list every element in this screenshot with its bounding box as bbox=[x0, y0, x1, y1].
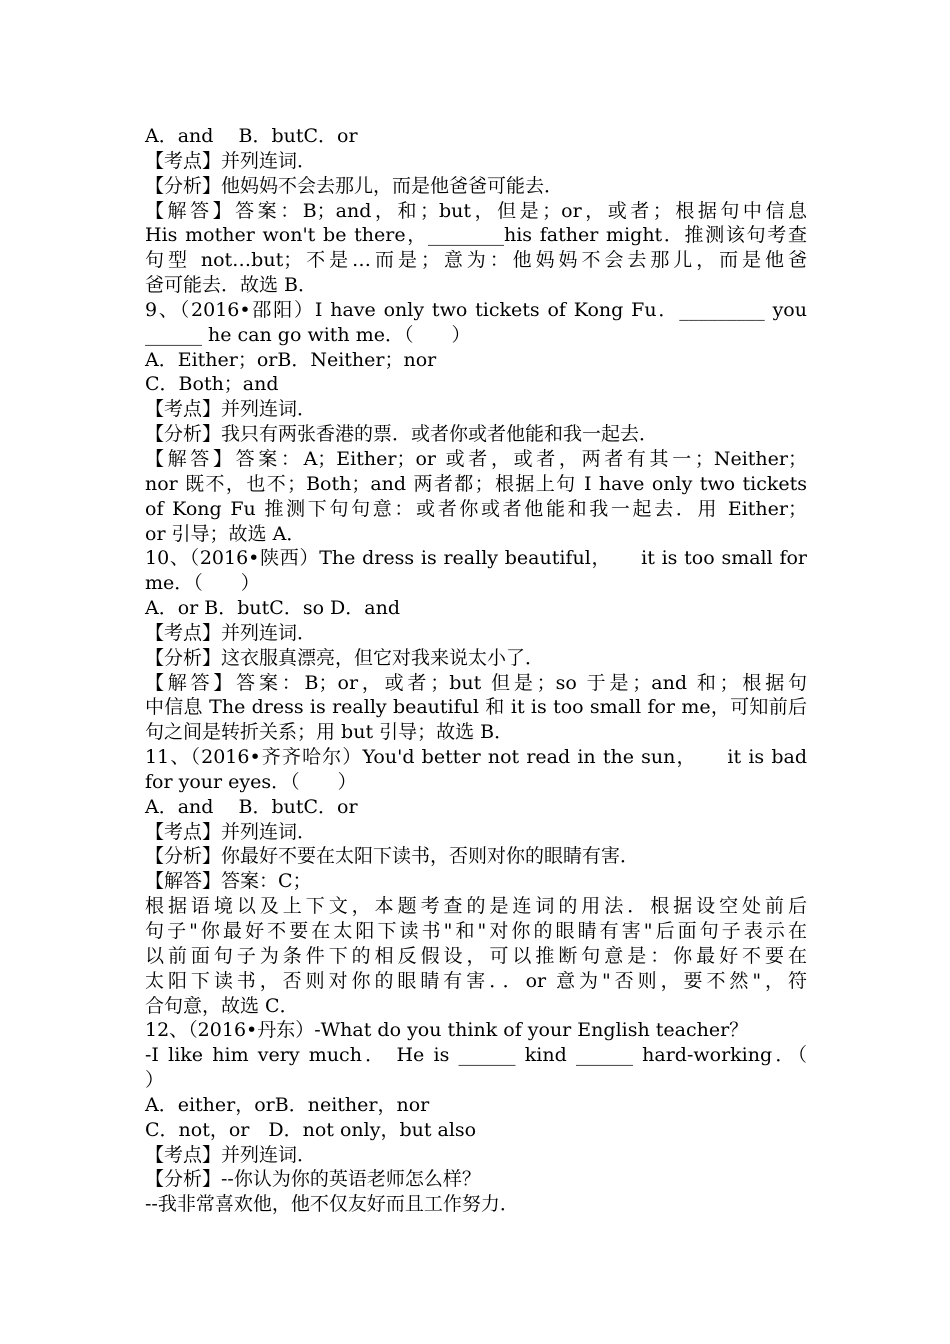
option-line: A．and B．butC．or bbox=[145, 795, 358, 818]
text-line: His mother won't be there，________his father might．推测该句考查 bbox=[145, 224, 807, 247]
text-line: 【解答】答案：B；or，或者；but 但是；so 于是；and 和；根据句 bbox=[145, 671, 807, 694]
option-line: A．or B．butC．so D．and bbox=[145, 597, 401, 620]
text-line: A．and B．butC．or bbox=[145, 125, 358, 147]
text-line: 太阳下读书，否则对你的眼睛有害．．or 意为"否则，要不然"，符 bbox=[145, 969, 807, 992]
text-line: --我非常喜欢他，他不仅友好而且工作努力． bbox=[145, 1193, 519, 1216]
text-line: or 引导；故选 A． bbox=[145, 522, 306, 545]
text-line: 爸可能去．故选 B． bbox=[145, 274, 318, 297]
text-line: 句之间是转折关系；用 but 引导；故选 B． bbox=[145, 721, 514, 744]
question-line: 10、（2016•陕西）The dress is really beautiful， it is too small for bbox=[145, 547, 807, 570]
text-line: 【考点】并列连词． bbox=[145, 621, 317, 644]
text-line: 【分析】这衣服真漂亮，但它对我来说太小了． bbox=[145, 646, 545, 669]
text-line: 【考点】并列连词． bbox=[145, 1143, 317, 1166]
text-line: of Kong Fu 推测下句句意：或者你或者他能和我一起去．用 Either； bbox=[145, 497, 807, 520]
document-page bbox=[145, 124, 807, 1217]
text-line: 【分析】他妈妈不会去那儿，而是他爸爸可能去． bbox=[145, 174, 564, 197]
text-line: 【考点】并列连词． bbox=[145, 820, 317, 843]
text-line: 中信息 The dress is really beautiful 和 it is too small for me，可知前后 bbox=[145, 696, 807, 719]
text-line: 【解答】答案：B；and，和；but，但是；or，或者；根据句中信息 bbox=[145, 199, 807, 222]
text-line: 以前面句子为条件下的相反假设，可以推断句意是：你最好不要在 bbox=[145, 944, 807, 967]
text-line: 根据语境以及上下文，本题考查的是连词的用法．根据设空处前后 bbox=[145, 895, 807, 918]
text-line: 合句意，故选 C． bbox=[145, 994, 299, 1017]
text-line: 句型 not…but；不是…而是；意为：他妈妈不会去那儿，而是他爸 bbox=[145, 249, 807, 272]
text-line: for your eyes．（ ） bbox=[145, 770, 357, 793]
text-line: nor 既不，也不；Both；and 两者都；根据上句 I have only two tickets bbox=[145, 472, 807, 495]
text-line: 【考点】并列连词． bbox=[145, 149, 317, 172]
option-line: A．Either；orB．Neither；nor bbox=[145, 348, 437, 371]
text-line: 【分析】我只有两张香港的票．或者你或者他能和我一起去． bbox=[145, 423, 659, 446]
text-line: ______ he can go with me．（ ） bbox=[145, 323, 471, 346]
text-line: 【解答】答案：A；Either；or 或者，或者，两者有其一；Neither； bbox=[145, 447, 807, 470]
question-line: 11、（2016•齐齐哈尔）You'd better not read in the sun， it is bad bbox=[145, 746, 807, 769]
text-line: ） bbox=[145, 1069, 165, 1092]
question-line: 12、（2016•丹东）-What do you think of your English teacher？ bbox=[145, 1019, 749, 1042]
text-line: me．（ ） bbox=[145, 572, 260, 595]
question-line: 9、（2016•邵阳）I have only two tickets of Kong Fu．_________ you bbox=[145, 298, 807, 321]
option-line: C．not，or D．not only，but also bbox=[145, 1118, 477, 1141]
option-line: A．either，orB．neither，nor bbox=[145, 1093, 430, 1116]
text-line: 【分析】--你认为你的英语老师怎么样？ bbox=[145, 1168, 481, 1191]
text-line: 句子"你最好不要在太阳下读书"和"对你的眼睛有害"后面句子表示在 bbox=[145, 920, 807, 942]
text-line: 【考点】并列连词． bbox=[145, 398, 317, 421]
text-line: 【解答】答案：C； bbox=[145, 870, 312, 893]
text-line: 【分析】你最好不要在太阳下读书，否则对你的眼睛有害． bbox=[145, 845, 640, 868]
option-line: C．Both；and bbox=[145, 373, 279, 396]
text-line: -I like him very much． He is ______ kind ______ hard-working．（ bbox=[145, 1044, 807, 1067]
